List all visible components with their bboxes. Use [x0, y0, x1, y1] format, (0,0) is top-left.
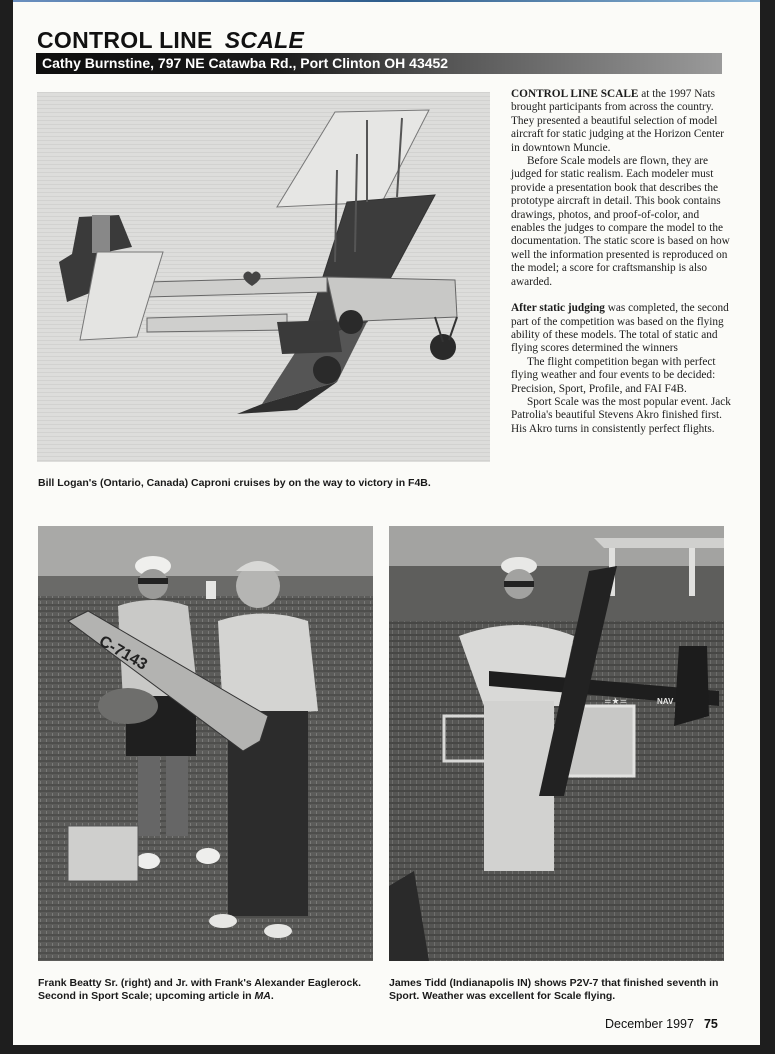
photo-caproni-biplane — [37, 92, 490, 462]
photo-beatty-eaglerock — [38, 526, 373, 961]
article-paragraph-1: CONTROL LINE SCALE at the 1997 Nats brought participants from across the country. They presented a beautiful selection of model aircraft for static judging at the Horizon Center in downtown Muncie. — [511, 88, 724, 154]
page-top-edge — [13, 0, 760, 2]
article-paragraph-3: After static judging was completed, the second part of the competition was based on the flying ability of these models. The total of static and flying scores determined the winners — [511, 302, 729, 355]
page-title — [37, 27, 304, 53]
page-footer — [605, 1017, 718, 1031]
p2v7-illustration — [389, 526, 724, 961]
registration-marking: C-7143 — [96, 632, 150, 674]
article-body — [511, 88, 731, 436]
author-byline: Cathy Burnstine, 797 NE Catawba Rd., Port Clinton OH 43452 — [42, 55, 449, 71]
navy-marking: NAV — [657, 697, 674, 706]
page-number: 75 — [703, 1017, 718, 1031]
issue-date: December 1997 — [605, 1017, 694, 1031]
article-paragraph-4: The flight competition began with perfect flying weather and four events to be decided: Precision, Sport, Profile, and FAI F4B. — [511, 355, 716, 395]
article-paragraph-2: Before Scale models are flown, they are judged for static realism. Each modeler must provide a presentation book that describes the prototype aircraft in detail. This book contains drawings, photos, and proof-of-color, and enables the judges to compare the model to the documentation. The static score is based on how well the information presented is reproduced on the model; a score for craftsmanship is also awarded. — [511, 155, 730, 288]
photo-caption-caproni: Bill Logan's (Ontario, Canada) Caproni cruises by on the way to victory in F4B. — [38, 477, 431, 489]
biplane-illustration — [37, 92, 490, 462]
byline-bar — [36, 53, 722, 74]
lead-in-control-line-scale: CONTROL LINE SCALE — [511, 88, 639, 100]
photo-tidd-p2v7 — [389, 526, 724, 961]
star-insignia: =★= — [604, 697, 628, 707]
eaglerock-illustration — [38, 526, 373, 961]
title-main: CONTROL LINE — [37, 27, 213, 53]
title-emphasis: SCALE — [224, 27, 305, 53]
article-paragraph-5: Sport Scale was the most popular event. Jack Patrolia's beautiful Stevens Akro finished first. His Akro turns in consistently perfect flights. — [511, 395, 731, 435]
photo-caption-p2v7: James Tidd (Indianapolis IN) shows P2V-7 that finished seventh in Sport. Weather was excellent for Scale flying. — [389, 977, 719, 1002]
magazine-name: MA — [254, 990, 271, 1002]
lead-in-after-static-judging: After static judging — [511, 302, 605, 315]
photo-caption-eaglerock: Frank Beatty Sr. (right) and Jr. with Frank's Alexander Eaglerock. Second in Sport Scale; upcoming article in MA. — [38, 977, 362, 1002]
